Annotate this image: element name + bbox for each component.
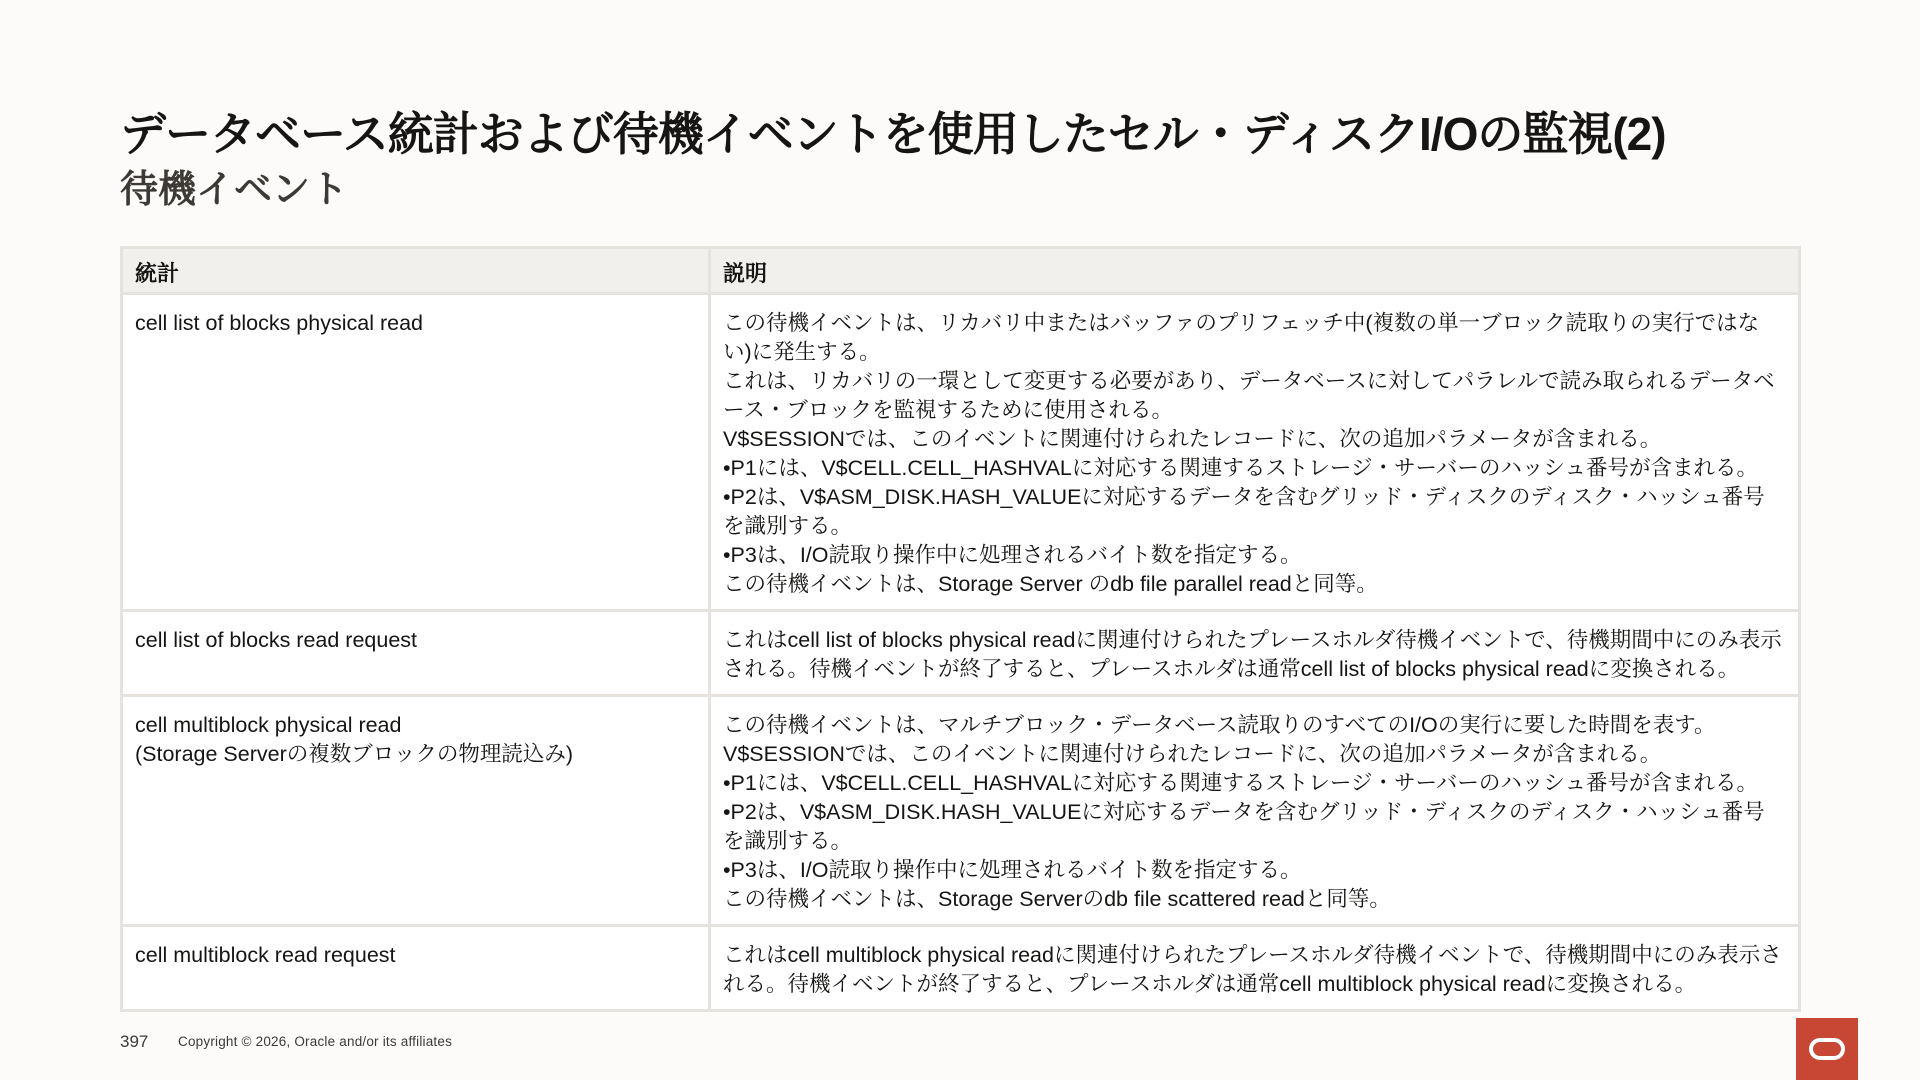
wait-events-table-container <box>120 246 1801 1012</box>
description-cell <box>710 294 1800 611</box>
table-row <box>122 696 1800 926</box>
statistic-note: (Storage Serverの複数ブロックの物理読込み) <box>135 742 573 766</box>
description-line: この待機イベントは、リカバリ中またはバッファのプリフェッチ中(複数の単一ブロック読取りの実行ではない)に発生する。 <box>723 311 1760 364</box>
description-bullet: •P1には、V$CELL.CELL_HASHVALに対応する関連するストレージ・サーバーのハッシュ番号が含まれる。 <box>723 771 1758 795</box>
oracle-logo-shape <box>1796 1018 1858 1080</box>
statistic-cell <box>122 611 710 696</box>
description-bullet: •P3は、I/O読取り操作中に処理されるバイト数を指定する。 <box>723 543 1302 567</box>
description-line: V$SESSIONでは、このイベントに関連付けられたレコードに、次の追加パラメータが含まれる。 <box>723 427 1662 451</box>
description-line: この待機イベントは、マルチブロック・データベース読取りのすべてのI/Oの実行に要した時間を表す。 <box>723 713 1716 737</box>
description-line: これはcell list of blocks physical readに関連付けられたプレースホルダ待機イベントで、待機期間中にのみ表示される。待機イベントが終了すると、プレースホルダは通常cell list of blocks physical readに変換される。 <box>723 628 1782 681</box>
description-bullet: •P3は、I/O読取り操作中に処理されるバイト数を指定する。 <box>723 858 1302 882</box>
copyright-notice: Copyright © 2026, Oracle and/or its affiliates <box>178 1034 453 1049</box>
description-bullet: •P2は、V$ASM_DISK.HASH_VALUEに対応するデータを含むグリッド・ディスクのディスク・ハッシュ番号を識別する。 <box>723 485 1765 538</box>
description-line: この待機イベントは、Storage Serverのdb file scattered readと同等。 <box>723 887 1391 911</box>
statistic-name: cell list of blocks physical read <box>135 311 423 335</box>
statistic-name: cell multiblock physical read <box>135 713 402 737</box>
statistic-cell <box>122 696 710 926</box>
description-line: V$SESSIONでは、このイベントに関連付けられたレコードに、次の追加パラメータが含まれる。 <box>723 742 1662 766</box>
description-line: これは、リカバリの一環として変更する必要があり、データベースに対してパラレルで読み取られるデータベース・ブロックを監視するために使用される。 <box>723 369 1775 422</box>
description-cell <box>710 696 1800 926</box>
statistic-cell <box>122 294 710 611</box>
column-header-statistic: 統計 <box>122 248 710 294</box>
page-number: 397 <box>120 1032 149 1051</box>
description-cell <box>710 611 1800 696</box>
table-row <box>122 294 1800 611</box>
slide-title: データベース統計および待機イベントを使用したセル・ディスクI/Oの監視(2) <box>120 108 1666 160</box>
slide-subtitle: 待機イベント <box>120 169 349 211</box>
statistic-cell <box>122 926 710 1011</box>
statistic-name: cell multiblock read request <box>135 943 396 967</box>
oracle-logo-icon <box>1796 1018 1858 1080</box>
description-line: これはcell multiblock physical readに関連付けられたプレースホルダ待機イベントで、待機期間中にのみ表示される。待機イベントが終了すると、プレースホルダは通常cell multiblock physical readに変換される。 <box>723 943 1782 996</box>
wait-events-table <box>120 246 1801 1012</box>
table-header-row <box>122 248 1800 294</box>
table-row <box>122 926 1800 1011</box>
description-line: この待機イベントは、Storage Server のdb file parallel readと同等。 <box>723 572 1378 596</box>
description-bullet: •P1には、V$CELL.CELL_HASHVALに対応する関連するストレージ・サーバーのハッシュ番号が含まれる。 <box>723 456 1758 480</box>
description-bullet: •P2は、V$ASM_DISK.HASH_VALUEに対応するデータを含むグリッド・ディスクのディスク・ハッシュ番号を識別する。 <box>723 800 1765 853</box>
table-row <box>122 611 1800 696</box>
column-header-description: 説明 <box>710 248 1800 294</box>
description-cell <box>710 926 1800 1011</box>
statistic-name: cell list of blocks read request <box>135 628 418 652</box>
